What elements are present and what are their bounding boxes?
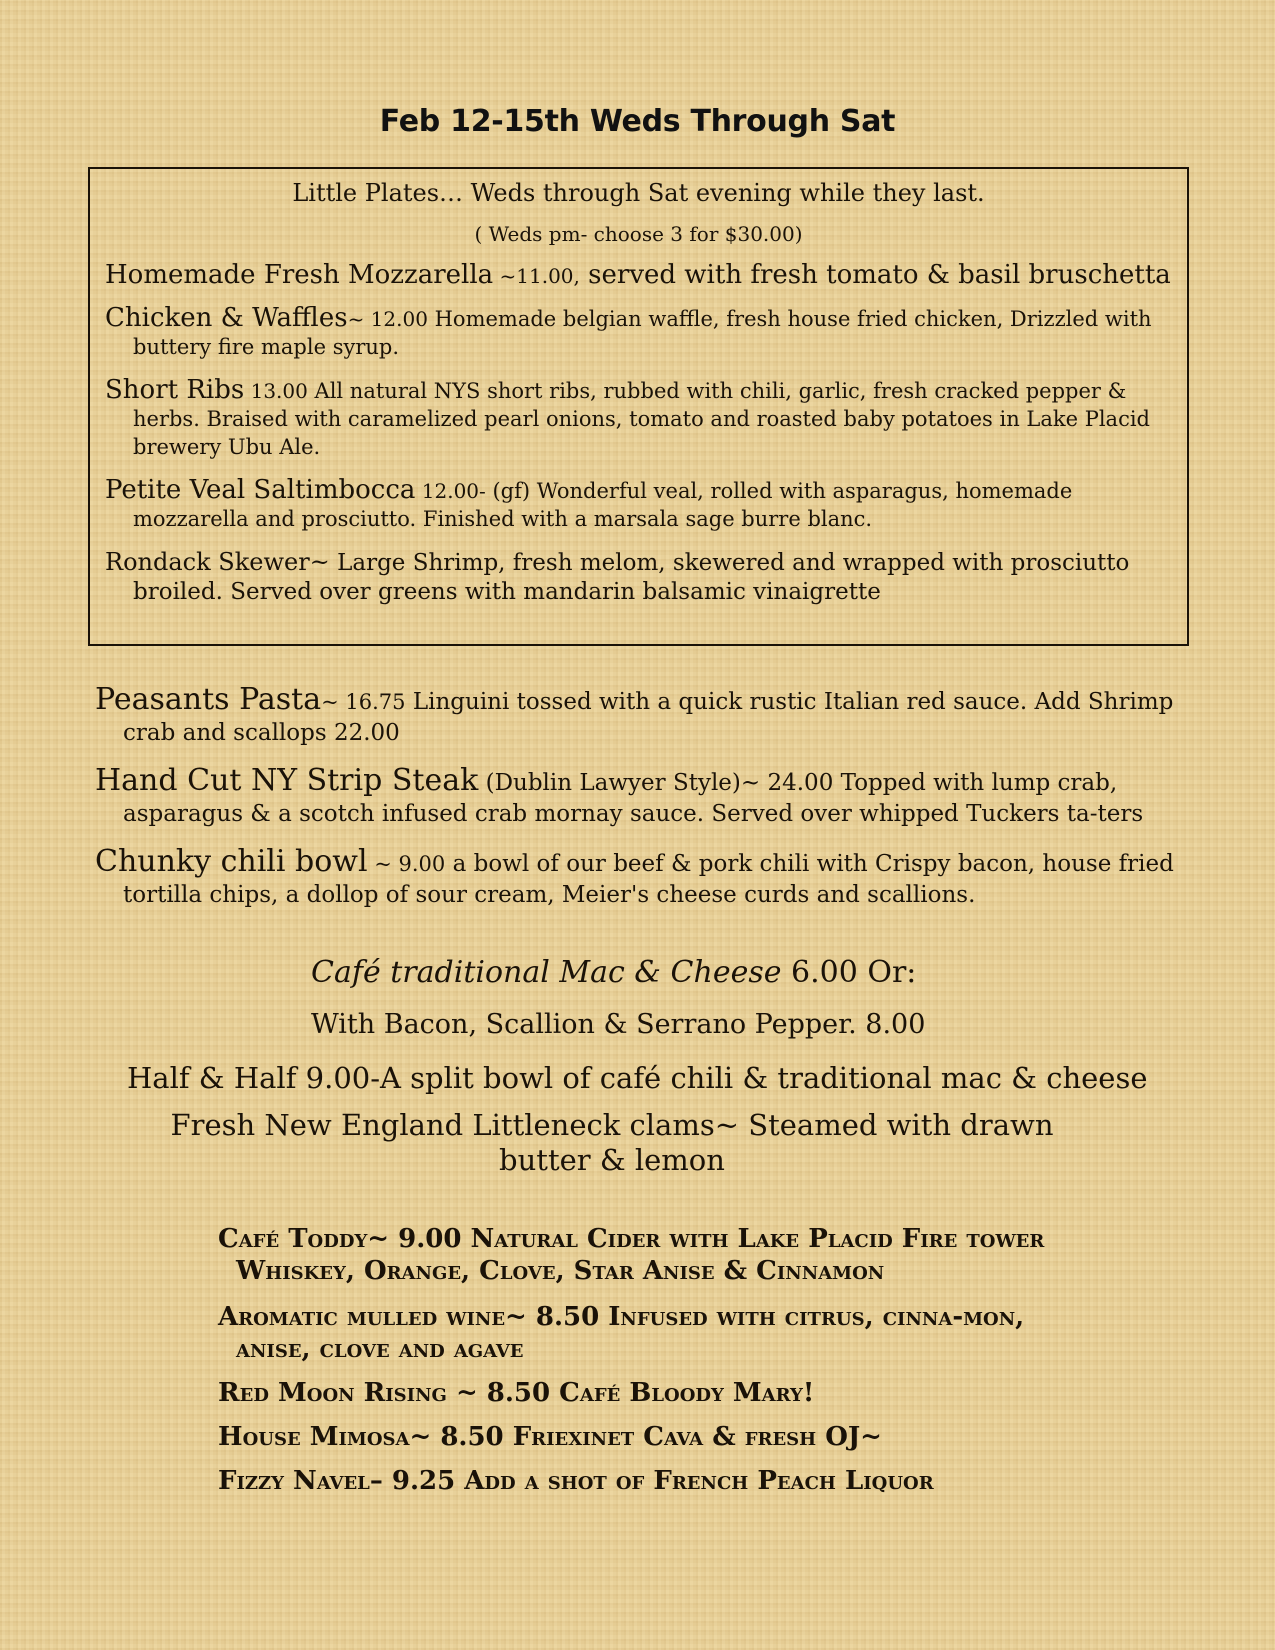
menu-item [95, 846, 1190, 911]
drink-item: Aromatic mulled wine~ 8.50 Infused with citrus, cinna-mon, anise, clove and agave [218, 1302, 1025, 1364]
item-price: ~11.00, [493, 264, 580, 288]
item-name: Chicken & Waffles [105, 303, 348, 333]
mac-and-cheese [311, 955, 916, 991]
item-description: a bowl of our beef & pork chili with Crispy bacon, house fried tortilla chips, a dollop of sour cream, Meier's cheese curds and scallions. [123, 851, 1174, 908]
item-price: 13.00 [244, 379, 308, 403]
item-price: 12.00- [415, 479, 486, 503]
little-plates-list [90, 261, 1187, 606]
item-price: ~ [309, 548, 330, 576]
menu-item [95, 684, 1190, 749]
item-description: served with fresh tomato & basil bruschetta [579, 260, 1171, 290]
little-plates-heading: Little Plates… Weds through Sat evening while they last. [292, 179, 985, 207]
menu-item [95, 765, 1190, 830]
drink-item: Red Moon Rising ~ 8.50 Café Bloody Mary! [218, 1378, 815, 1408]
menu-item [105, 476, 1175, 533]
item-description: All natural NYS short ribs, rubbed with chili, garlic, fresh cracked pepper & herbs. Braised with caramelized pearl onions, tomato and roasted baby potatoes in Lake Placid brewery Ubu Ale. [133, 379, 1150, 459]
item-price: (Dublin Lawyer Style)~ 24.00 [478, 770, 834, 796]
item-name: Short Ribs [105, 375, 245, 405]
item-name: Café traditional Mac & Cheese [311, 955, 782, 990]
drink-item: House Mimosa~ 8.50 Friexinet Cava & fresh OJ~ [218, 1422, 882, 1452]
menu-item [105, 304, 1175, 361]
mac-and-cheese-option: With Bacon, Scallion & Serrano Pepper. 8.00 [311, 1009, 926, 1040]
drinks-list [218, 1223, 1058, 1497]
menu-item [105, 261, 1175, 290]
drink-item: Fizzy Navel– 9.25 Add a shot of French Peach Liquor [218, 1466, 934, 1496]
item-name: Petite Veal Saltimbocca [105, 475, 416, 505]
page-title: Feb 12-15th Weds Through Sat [379, 104, 896, 139]
item-description: Large Shrimp, fresh melom, skewered and wrapped with prosciutto broiled. Served over greens with mandarin balsamic vinaigrette [133, 550, 1130, 605]
item-description: (gf) Wonderful veal, rolled with asparagus, homemade mozzarella and prosciutto. Finished with a marsala sage burre blanc. [133, 479, 1073, 531]
menu-item [105, 376, 1175, 461]
littleneck-clams: Fresh New England Littleneck clams~ Steamed with drawn butter & lemon [170, 1108, 1054, 1177]
item-name: Hand Cut NY Strip Steak [95, 763, 479, 798]
mains-list [95, 684, 1190, 911]
half-and-half: Half & Half 9.00-A split bowl of café chili & traditional mac & cheese [127, 1061, 1148, 1095]
item-name: Chunky chili bowl [95, 844, 368, 879]
menu-item [105, 548, 1175, 606]
item-description: Linguini tossed with a quick rustic Italian red sauce. Add Shrimp crab and scallops 22.00 [123, 689, 1174, 746]
little-plates-subheading: ( Weds pm- choose 3 for $30.00) [474, 222, 803, 246]
drink-item: Café Toddy~ 9.00 Natural Cider with Lake Placid Fire tower Whiskey, Orange, Clove, Star Anise & Cinnamon [218, 1224, 1045, 1286]
item-description: Homemade belgian waffle, fresh house fried chicken, Drizzled with buttery fire maple syrup. [133, 307, 1152, 359]
item-price: ~ 12.00 [347, 307, 428, 331]
item-price: ~ 9.00 [367, 852, 446, 876]
item-name: Homemade Fresh Mozzarella [105, 260, 494, 290]
item-price: 6.00 Or: [781, 955, 917, 990]
item-name: Rondack Skewer [105, 548, 310, 576]
item-price: ~ 16.75 [321, 690, 406, 714]
item-name: Peasants Pasta [95, 682, 322, 717]
item-description: Topped with lump crab, asparagus & a scotch infused crab mornay sauce. Served over whipped Tuckers ta-ters [123, 770, 1144, 827]
little-plates-box [88, 167, 1189, 646]
